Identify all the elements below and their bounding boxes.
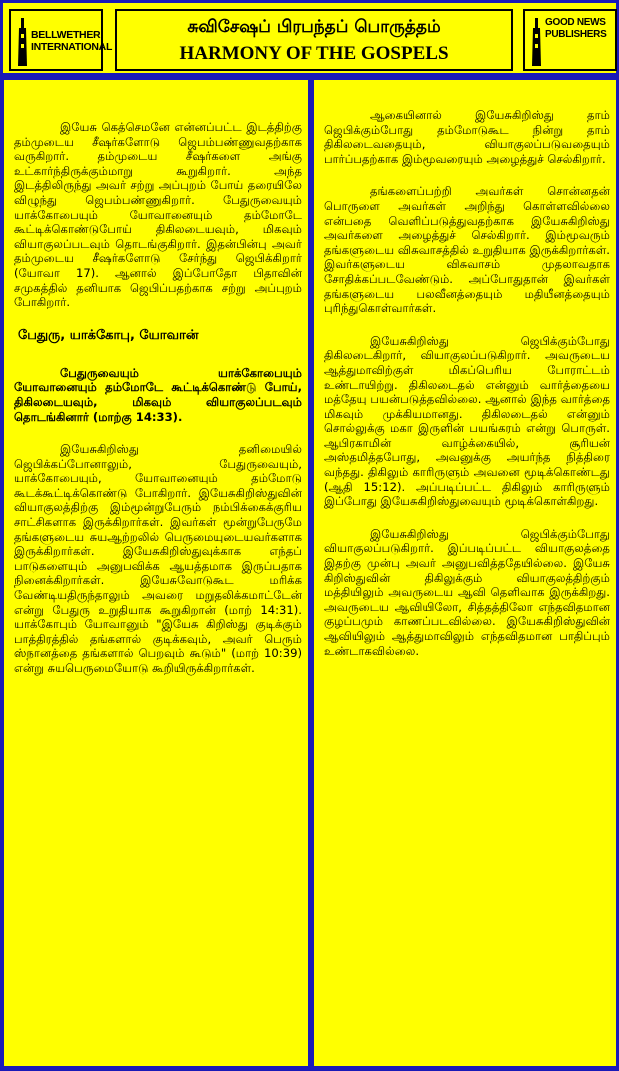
tower-icon <box>532 18 541 66</box>
tower-icon <box>18 18 27 66</box>
right-paragraph-3: இயேசுகிறிஸ்து ஜெபிக்கும்போது திகிலடைகிறார், வியாகுலப்படுகிறார். அவருடைய ஆத்துமாவிற்குள் மிகப்பெரிய போராட்டம் உண்டாயிற்று. திகிலடைதல் என்னும் வார்த்தையை மத்தேயு பயன்படுத்தவில்லை. ஆனால் இந்த வார்த்தை மிகவும் முக்கியமானது. திகிலடைதல் என்னும் சொல்லுக்கு மகா இருளின் பயங்கரம் என்று பொருள். ஆபிரகாமின் வாழ்க்கையில், சூரியன் அஸ்தமித்தபோது, அவனுக்கு அயர்ந்த நித்திரை வந்தது. திகிலும் காரிருளும் அவனை மூடிக்கொண்டது (ஆதி 15:12). அப்படிப்பட்ட திகிலும் காரிருளும் இப்போது இயேசுகிறிஸ்துவையும் மூடிக்கொள்கிறது. <box>324 333 610 509</box>
title-box <box>115 9 513 71</box>
page-title-english: HARMONY OF THE GOSPELS <box>179 43 449 64</box>
header-banner <box>0 0 619 76</box>
right-paragraph-4: இயேசுகிறிஸ்து ஜெபிக்கும்போது வியாகுலப்படுகிறார். இப்படிப்பட்ட வியாகுலத்தை இதற்கு முன்பு அவர் அனுபவித்ததேயில்லை. இயேசு கிறிஸ்துவின் திகிலுக்கும் வியாகுலத்திற்கும் மத்தியிலும் அவருடைய ஆவி தெளிவாக இருக்கிறது. அவருடைய ஆவியிலோ, சித்தத்திலோ எந்தவிதமான குழப்பமும் காணப்படவில்லை. இயேசுகிறிஸ்துவின் ஆவியிலும் ஆத்துமாவிலும் எந்தவிதமான பாதிப்பும் உண்டாகவில்லை. <box>324 526 610 658</box>
scripture-quote: பேதுருவையும் யாக்கோபையும் யோவானையும் தம்மோடே கூட்டிக்கொண்டு போய், திகிலடையவும், மிகவும் வியாகுலப்படவும் தொடங்கினார் (மாற்கு 14:33). <box>14 365 302 424</box>
bellwether-logo <box>9 9 113 71</box>
right-paragraph-1: ஆகையினால் இயேசுகிறிஸ்து தாம் ஜெபிக்கும்போது தம்மோடுகூட நின்று தாம் திகிலடைவதையும், வியாகுலப்படுவதையும் பார்ப்பதற்காக இம்மூவரையும் அழைத்துச் செல்கிறார். <box>324 108 610 166</box>
logo-right-text: GOOD NEWS PUBLISHERS <box>545 17 607 40</box>
left-paragraph-1: இயேசு கெத்செமனே என்னப்பட்ட இடத்திற்கு தம்முடைய சீஷர்களோடு ஜெபம்பண்ணுவதற்காக வருகிறார். தம்முடைய சீஷர்களை அங்கு உட்கார்ந்திருக்கும்மாறு கூறுகிறார். அந்த இடத்திலிருந்து அவர் சற்று அப்புறம் போய் தரையிலே விழுந்து ஜெபம்பண்ணுகிறார். பேதுருவையும் யாக்கோபையும் யோவானையும் தம்மோடே கூட்டிக்கொண்டுபோய் திகிலடையவும், மிகவும் வியாகுலப்படவும் தொடங்குகிறார். இதன்பின்பு அவர் தம்முடைய சீஷர்களோடு சேர்ந்து ஜெபிக்கிறார் (யோவா 17). ஆனால் இப்போதோ பிதாவின் சமுகத்தில் தனியாக ஜெபிப்பதற்காக சற்று அப்புறம் போகிறார். <box>14 120 302 310</box>
section-heading: பேதுரு, யாக்கோபு, யோவான் <box>18 327 199 343</box>
page-title-tamil: சுவிசேஷப் பிரபந்தப் பொருத்தம் <box>187 17 441 37</box>
right-paragraph-2: தங்களைப்பற்றி அவர்கள் சொன்னதன் பொருளை அவர்கள் அறிந்து கொள்ளவில்லை என்பதை வெளிப்படுத்துவதற்காக இயேசுகிறிஸ்து அவர்களை அழைத்துச் செல்கிறார். இம்மூவரும் தங்களுடைய விசுவாசத்தில் உறுதியாக இருக்கிறார்கள். இவர்களுடைய விசுவாசம் முதலாவதாக சோதிக்கப்படவேண்டும். அப்போதுதான் இவர்கள் தங்களுடைய பலவீனத்தையும் மதியீனத்தையும் புரிந்துகொள்வார்கள். <box>324 184 610 316</box>
right-column <box>314 80 616 1066</box>
good-news-logo <box>523 9 617 71</box>
left-column <box>4 80 308 1066</box>
left-paragraph-3: இயேசுகிறிஸ்து தனிமையில் ஜெபிக்கப்போனாலும், பேதுருவையும், யாக்கோபையும், யோவானையும் தம்மோடு கூடக்கூட்டிக்கொண்டு போகிறார். இயேசுகிறிஸ்துவின் வியாகுலத்திற்கு இம்மூன்றுபேரும் நம்பிக்கைக்குரிய சாட்சிகளாக இருக்கிறார்கள். இவர்கள் மூன்றுபேருமே தங்களுடைய சுயஆற்றலில் பெருமையுடையவர்களாக இருக்கிறார்கள். இயேசுகிறிஸ்துவுக்காக எந்தப் பாடுகளையும் அனுபவிக்க ஆயத்தமாக இருப்பதாக நினைக்கிறார்கள். இயேசுவோடுகூட மரிக்க வேண்டியதிருந்தாலும் அவரை மறுதலிக்கமாட்டேன் என்று பேதுரு உறுதியாக கூறுகிறான் (மாற் 14:31). யாக்கோபும் யோவானும் "இயேசு கிறிஸ்து குடிக்கும் பாத்திரத்தில் தங்களால் குடிக்கவும், அவர் பெரும் ஸ்நானத்தை தங்களால் பெறவும் கூடும்" (மாற் 10:39) என்று சுயபெருமையோடு கூறியிருக்கிறார்கள். <box>14 442 302 675</box>
logo-left-text: BELLWETHER INTERNATIONAL <box>31 29 113 53</box>
